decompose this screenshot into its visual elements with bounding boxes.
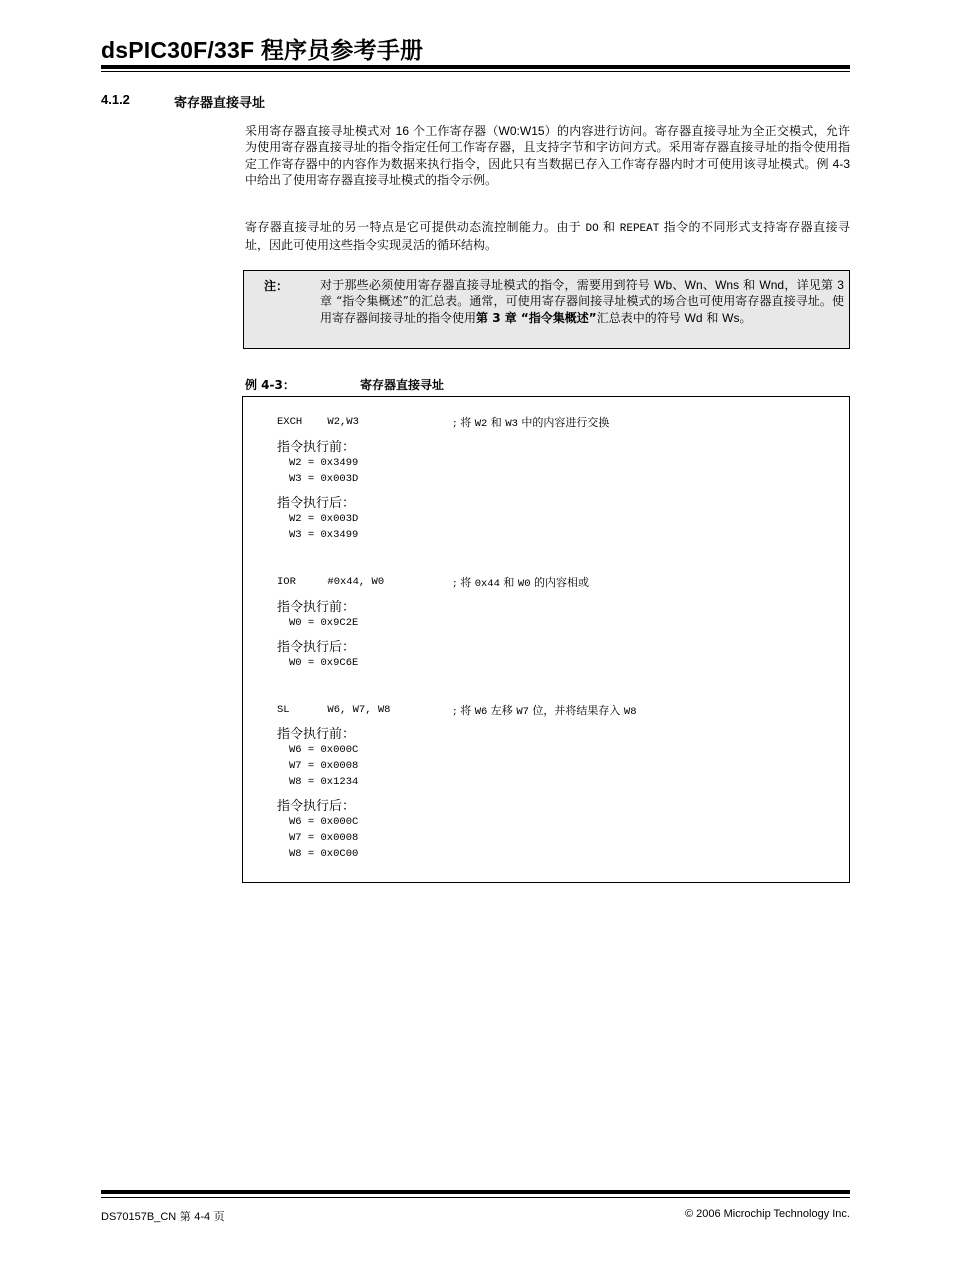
paragraph-2: 寄存器直接寻址的另一特点是它可提供动态流控制能力。由于 DO 和 REPEAT 指令的不同形式支持寄存器直接寻址，因此可使用这些指令实现灵活的循环结构。 [245, 220, 850, 253]
register-value: W2 = 0x003D [289, 513, 359, 525]
section-number: 4.1.2 [101, 92, 130, 107]
register-value: W2 = 0x3499 [289, 457, 359, 469]
code-instruction: IOR #0x44, W0 [277, 576, 385, 588]
header-rule-thick [101, 65, 850, 69]
register-value: W8 = 0x0C00 [289, 848, 359, 860]
before-label: 指令执行前： [277, 600, 356, 615]
register-value: W0 = 0x9C2E [289, 617, 359, 629]
paragraph-1: 采用寄存器直接寻址模式对 16 个工作寄存器（W0:W15）的内容进行访问。寄存器直接寻址为全正交模式，允许为使用寄存器直接寻址的指令指定任何工作寄存器，且支持字节和字访问方式。采用寄存器直接寻址的指令使用指定工作寄存器中的内容作为数据来执行指令，因此只有当数据已存入工作寄存器内时才可使用该寻址模式。例 4-3 中给出了使用寄存器直接寻址模式的指令示例。 [245, 124, 850, 187]
register-value: W0 = 0x9C6E [289, 657, 359, 669]
code-comment: ; 将 W2 和 W3 中的内容进行交换 [453, 416, 610, 430]
code-instruction: SL W6, W7, W8 [277, 704, 391, 716]
section-title: 寄存器直接寻址 [174, 96, 266, 111]
footer-rule-thick [101, 1190, 850, 1194]
register-value: W3 = 0x3499 [289, 529, 359, 541]
before-label: 指令执行前： [277, 727, 356, 742]
register-value: W8 = 0x1234 [289, 776, 359, 788]
footer-page-info: DS70157B_CN 第 4-4 页 [101, 1210, 225, 1223]
page-header-title: dsPIC30F/33F 程序员参考手册 [101, 37, 424, 63]
code-comment: ; 将 W6 左移 W7 位，并将结果存入 W8 [453, 704, 637, 718]
after-label: 指令执行后： [277, 496, 356, 511]
example-title: 寄存器直接寻址 [360, 378, 445, 392]
code-example-box [242, 396, 850, 883]
register-value: W7 = 0x0008 [289, 760, 359, 772]
header-rule-thin [101, 71, 850, 72]
example-label: 例 4-3： [245, 378, 295, 392]
code-instruction: EXCH W2,W3 [277, 416, 359, 428]
footer-copyright: © 2006 Microchip Technology Inc. [684, 1208, 850, 1220]
note-text: 对于那些必须使用寄存器直接寻址模式的指令，需要用到符号 Wb、Wn、Wns 和 Wnd，详见第 3 章 “指令集概述”的汇总表。通常，可使用寄存器间接寻址模式的场合也可使用寄存器直接寻址。使用寄存器间接寻址的指令使用第 3 章 “指令集概述”汇总表中的符号 Wd 和 Ws。 [320, 278, 844, 325]
register-value: W6 = 0x000C [289, 816, 359, 828]
footer-rule-thin [101, 1197, 850, 1198]
register-value: W7 = 0x0008 [289, 832, 359, 844]
register-value: W3 = 0x003D [289, 473, 359, 485]
after-label: 指令执行后： [277, 640, 356, 655]
before-label: 指令执行前： [277, 440, 356, 455]
code-comment: ; 将 0x44 和 W0 的内容相或 [453, 576, 590, 590]
note-label: 注： [264, 279, 289, 293]
after-label: 指令执行后： [277, 799, 356, 814]
note-box [243, 270, 850, 349]
register-value: W6 = 0x000C [289, 744, 359, 756]
